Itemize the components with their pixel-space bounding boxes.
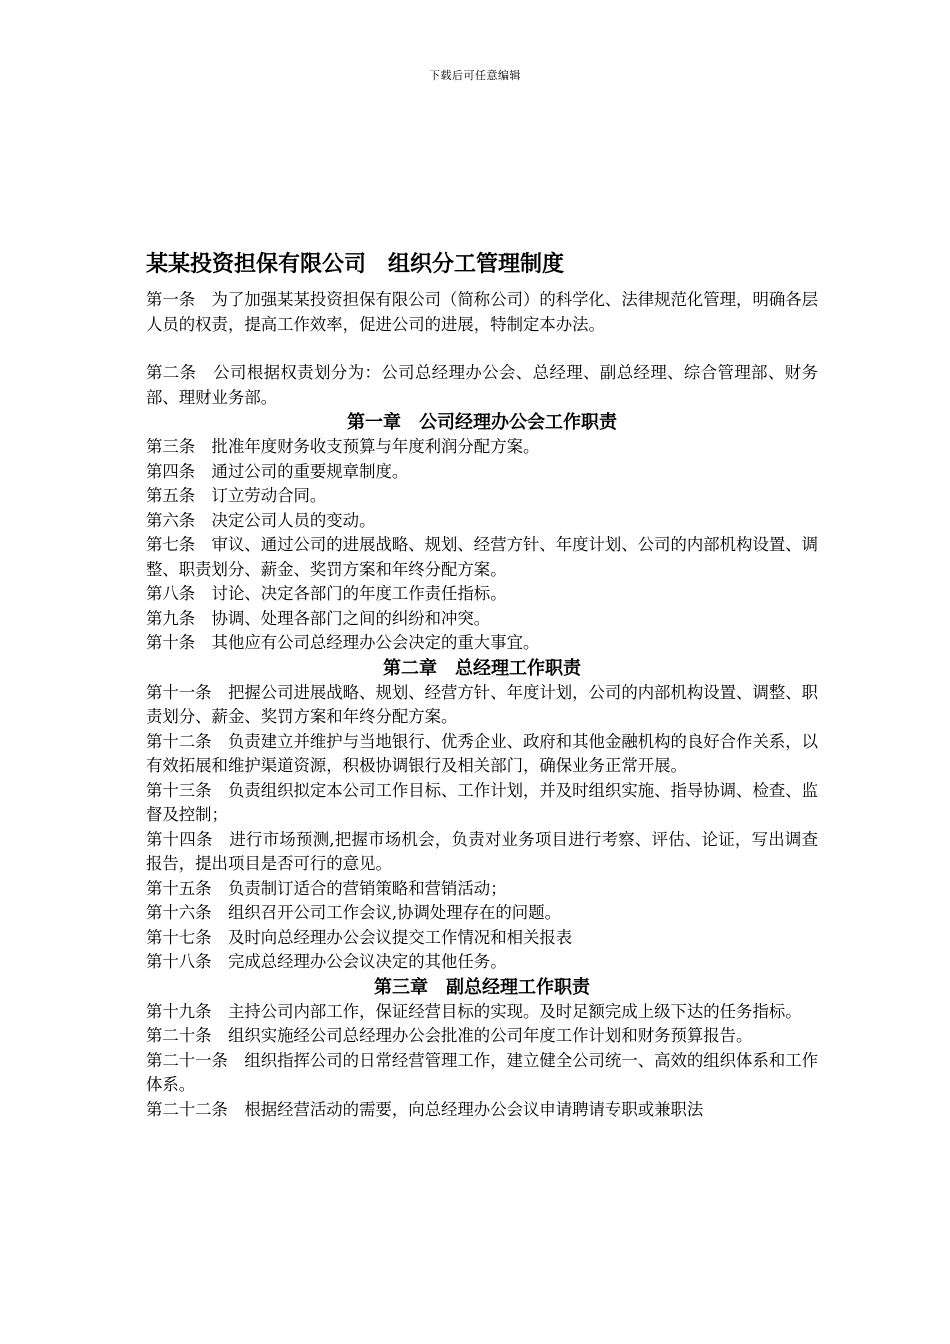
article-13: 第十三条 负责组织拟定本公司工作目标、工作计划，并及时组织实施、指导协调、检查、监督及控制；: [146, 780, 819, 824]
article-19: 第十九条 主持公司内部工作，保证经营目标的实现。及时足额完成上级下达的任务指标。: [146, 1001, 802, 1021]
article-9: 第九条 协调、处理各部门之间的纠纷和冲突。: [146, 608, 491, 628]
article-2: 第二条 公司根据权责划分为：公司总经理办公会、总经理、副总经理、综合管理部、财务部、理财业务部。: [146, 363, 818, 407]
article-12: 第十二条 负责建立并维护与当地银行、优秀企业、政府和其他金融机构的良好合作关系，以有效拓展和维护渠道资源，积极协调银行及相关部门，确保业务正常开展。: [146, 731, 819, 775]
chapter-1-heading: 第一章 公司经理办公会工作职责: [347, 412, 617, 433]
article-8: 第八条 讨论、决定各部门的年度工作责任指标。: [146, 584, 507, 603]
article-7: 第七条 审议、通过公司的进展战略、规划、经营方针、年度计划、公司的内部机构设置、调整、职责划分、薪金、奖罚方案和年终分配方案。: [146, 535, 819, 579]
article-6: 第六条 决定公司人员的变动。: [146, 510, 376, 530]
article-20: 第二十条 组织实施经公司总经理办公会批准的公司年度工作计划和财务预算报告。: [146, 1026, 753, 1045]
article-4: 第四条 通过公司的重要规章制度。: [146, 461, 409, 481]
article-5: 第五条 订立劳动合同。: [146, 486, 327, 505]
article-15: 第十五条 负责制订适合的营销策略和营销活动；: [146, 878, 507, 898]
header-note: 下载后可任意编辑: [429, 69, 521, 82]
article-16: 第十六条 组织召开公司工作会议,协调处理存在的问题。: [146, 903, 561, 922]
paragraph-gap: [146, 337, 818, 361]
article-21: 第二十一条 组织指挥公司的日常经营管理工作，建立健全公司统一、高效的组织体系和工作体系。: [146, 1050, 819, 1094]
article-11: 第十一条 把握公司进展战略、规划、经营方针、年度计划，公司的内部机构设置、调整、职责划分、薪金、奖罚方案和年终分配方案。: [146, 682, 819, 726]
article-22: 第二十二条 根据经营活动的需要，向总经理办公会议申请聘请专职或兼职法: [146, 1099, 704, 1119]
article-17: 第十七条 及时向总经理办公会议提交工作情况和相关报表: [146, 927, 573, 947]
document-body: [146, 288, 818, 1122]
article-10: 第十条 其他应有公司总经理办公会决定的重大事宜。: [146, 633, 540, 652]
article-18: 第十八条 完成总经理办公会议决定的其他任务。: [146, 952, 507, 971]
chapter-2-heading: 第二章 总经理工作职责: [383, 657, 581, 679]
chapter-3-heading: 第三章 副总经理工作职责: [374, 976, 590, 998]
article-14: 第十四条 进行市场预测,把握市场机会，负责对业务项目进行考察、评估、论证，写出调查报告，提出项目是否可行的意见。: [146, 829, 818, 873]
document-title: 某某投资担保有限公司 组织分工管理制度: [146, 252, 565, 277]
article-1: 第一条 为了加强某某投资担保有限公司（简称公司）的科学化、法律规范化管理，明确各层人员的权责，提高工作效率，促进公司的进展，特制定本办法。: [146, 290, 819, 334]
article-3: 第三条 批准年度财务收支预算与年度利润分配方案。: [146, 437, 540, 456]
